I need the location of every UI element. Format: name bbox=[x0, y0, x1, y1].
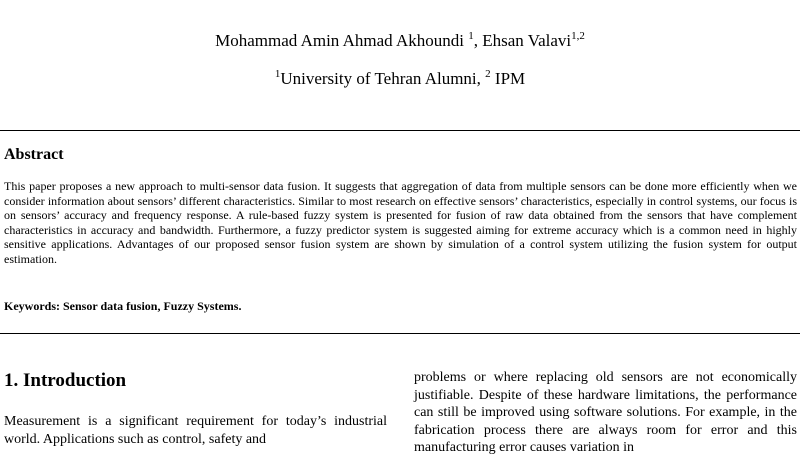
affiliation-line bbox=[0, 67, 800, 91]
abstract-bottom-rule bbox=[0, 333, 800, 334]
author-line bbox=[0, 29, 800, 53]
section-heading: 1. Introduction bbox=[4, 370, 127, 391]
affiliation-mark: 2 bbox=[485, 68, 491, 80]
author-separator: , bbox=[473, 31, 483, 50]
affiliation-name: IPM bbox=[490, 69, 526, 88]
author-name: Mohammad Amin Ahmad Akhoundi bbox=[215, 31, 464, 50]
author-name: Ehsan Valavi bbox=[482, 31, 572, 50]
affiliation-name: University of Tehran Alumni, bbox=[280, 69, 486, 88]
intro-right-column-text: problems or where replacing old sensors are not economically justifiable. Despite of these hardware limitations, the performance can still be improved using software solutions. For example, in the fabrication process there are always room for error and this manufacturing error causes variation in bbox=[414, 370, 797, 455]
intro-left-column-text: Measurement is a significant requirement for today’s industrial world. Applications such as control, safety and bbox=[4, 414, 387, 447]
author-affiliation-mark: 1 bbox=[468, 30, 474, 42]
abstract-heading: Abstract bbox=[4, 146, 64, 163]
affiliation-mark: 1 bbox=[274, 68, 281, 80]
abstract-top-rule bbox=[0, 130, 800, 131]
author-affiliation-mark: 1,2 bbox=[571, 30, 585, 42]
abstract-text: This paper proposes a new approach to multi-sensor data fusion. It suggests that aggregation of data from multiple sensors can be done more efficiently when we consider information about sensors’ different characteristics. Similar to most research on effective sensors’ characteristics, especially in control systems, our focus is on sensors’ accuracy and frequency response. A rule-based fuzzy system is presented for fusion of raw data obtained from the sensors that have complement characteristics in accuracy and bandwidth. Furthermore, a fuzzy predictor system is suggested aiming for extreme accuracy which is a common need in highly sensitive applications. Advantages of our proposed sensor fusion system are shown by simulation of a control system utilizing the fusion system for output estimation. bbox=[4, 179, 797, 266]
keywords-line: Keywords: Sensor data fusion, Fuzzy Systems. bbox=[4, 299, 242, 313]
